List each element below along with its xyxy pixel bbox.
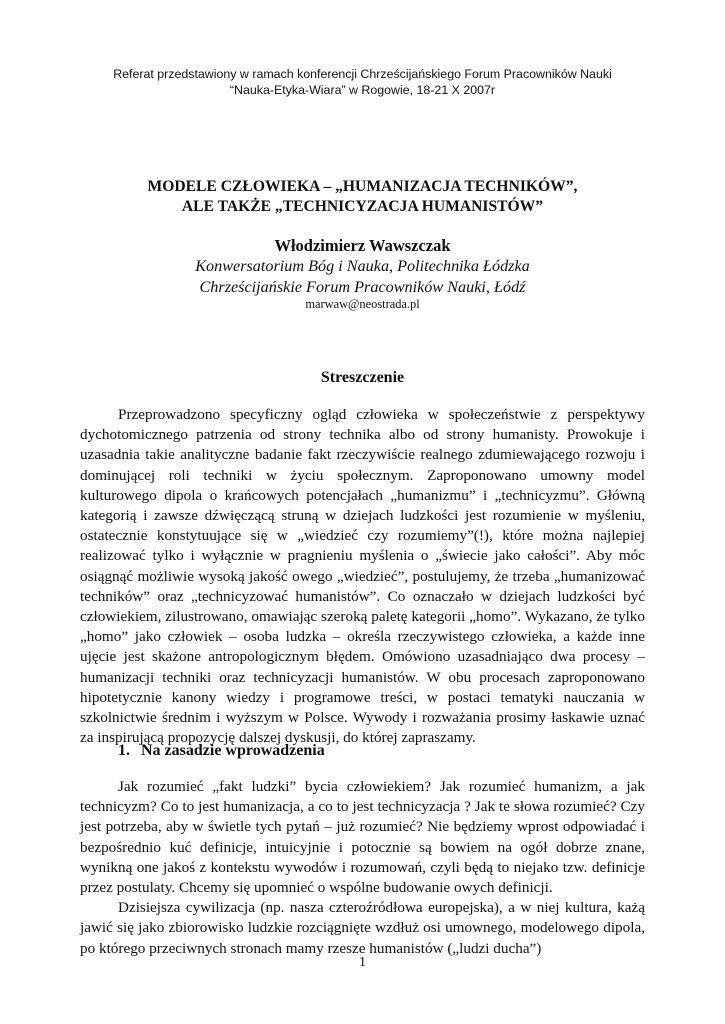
author-name: Włodzimierz Wawszczak <box>274 236 451 255</box>
paper-title-line-2: ALE TAKŻE „TECHNICYZACJA HUMANISTÓW” <box>181 198 544 215</box>
conference-note-line-1: Referat przedstawiony w ramach konferencji Chrześcijańskiego Forum Pracowników Nauki <box>113 67 612 81</box>
abstract-paragraph: Przeprowadzono specyficzny ogląd człowieka w społeczeństwie z perspektywy dychotomicznego patrzenia od strony technika albo od strony humanisty. Prowokuje i uzasadnia takie analityczne badanie fakt rzeczywiście realnego zdumiewającego rozwoju i dominującej roli techniki w życiu społecznym. Zaproponowano umowny model kulturowego dipola o krańcowych potencjałach „humanizmu” i „technicyzmu”. Główną kategorią i zawsze dźwięczącą struną w dziejach ludzkości jest rozumienie w myśleniu, ostatecznie konstytuujące się w „wiedzieć czy rozumiemy”(!), które można najlepiej realizować tylko i wyłącznie w pragnieniu myślenia o „świecie jako całości”. Aby móc osiągnąć możliwie wysoką jakość owego „wiedzieć”, postulujemy, że trzeba „humanizować techników” oraz „technicyzować humanistów”. Co oznaczało w dziejach ludzkości być człowiekiem, zilustrowano, omawiając szeroką paletę kategorii „homo”. Wykazano, że tylko „homo” jako człowiek – osoba ludzka – określa rzeczywistego człowieka, a każde inne ujęcie jest skażone antropologicznym błędem. Omówiono uzasadniająco dwa procesy – humanizacji techniki oraz technicyzacji humanistów. W obu procesach zaproponowano hipotetycznie kanony wiedzy i programowe treści, w postaci tematyki nauczania w szkolnictwie średnim i wyższym w Polsce. Wywody i rozważania prosimy łaskawie uznać za inspirującą propozycję dalszej dyskusji, do której zapraszamy. <box>80 406 645 747</box>
section-body <box>80 777 645 959</box>
abstract-body <box>80 405 645 748</box>
author-block <box>40 236 685 312</box>
section-paragraph-1: Jak rozumieć „fakt ludzki” bycia człowiekiem? Jak rozumieć humanizm, a jak technicyzm? Co to jest humanizacja, a co to jest technicyzacja ? Jak te słowa rozumieć? Czy jest potrzeba, aby w świetle tych pytań – już rozumieć? Nie będziemy wprost odpowiadać i bezpośrednio kuć definicje, intuicyjnie i potocznie są bowiem na ogół dobrze znane, wynikną one jakoś z kontekstu wywodów i rozumowań, czyli będą to niejako tzw. definicje przez postulaty. Chcemy się upomnieć o wspólne budowanie owych definicji. <box>80 778 645 897</box>
author-affiliation-2: Chrześcijańskie Forum Pracowników Nauki, Łódź <box>199 277 526 296</box>
paper-title-line-1: MODELE CZŁOWIEKA – „HUMANIZACJA TECHNIKÓW”, <box>147 178 578 195</box>
conference-note <box>60 66 665 98</box>
paper-title <box>40 177 685 217</box>
page-number: 1 <box>359 955 366 970</box>
section-number: 1. <box>118 742 130 759</box>
abstract-heading: Streszczenie <box>320 369 405 386</box>
section-title: Na zasadzie wprowadzenia <box>141 742 325 759</box>
author-affiliation-1: Konwersatorium Bóg i Nauka, Politechnika Łódzka <box>195 257 530 275</box>
author-email: marwaw@neostrada.pl <box>305 297 420 311</box>
conference-note-line-2: “Nauka-Etyka-Wiara” w Rogowie, 18-21 X 2007r <box>229 83 496 97</box>
section-heading <box>118 742 325 760</box>
section-paragraph-2: Dzisiejsza cywilizacja (np. nasza czteroźródłowa europejska), a w niej kultura, każą jawić się jako zbiorowisko ludzkie rozciągnięte wzdłuż osi umownego, modelowego dipola, po którego przeciwnych stronach mamy rzesze humanistów („ludzi ducha”) <box>80 899 645 957</box>
